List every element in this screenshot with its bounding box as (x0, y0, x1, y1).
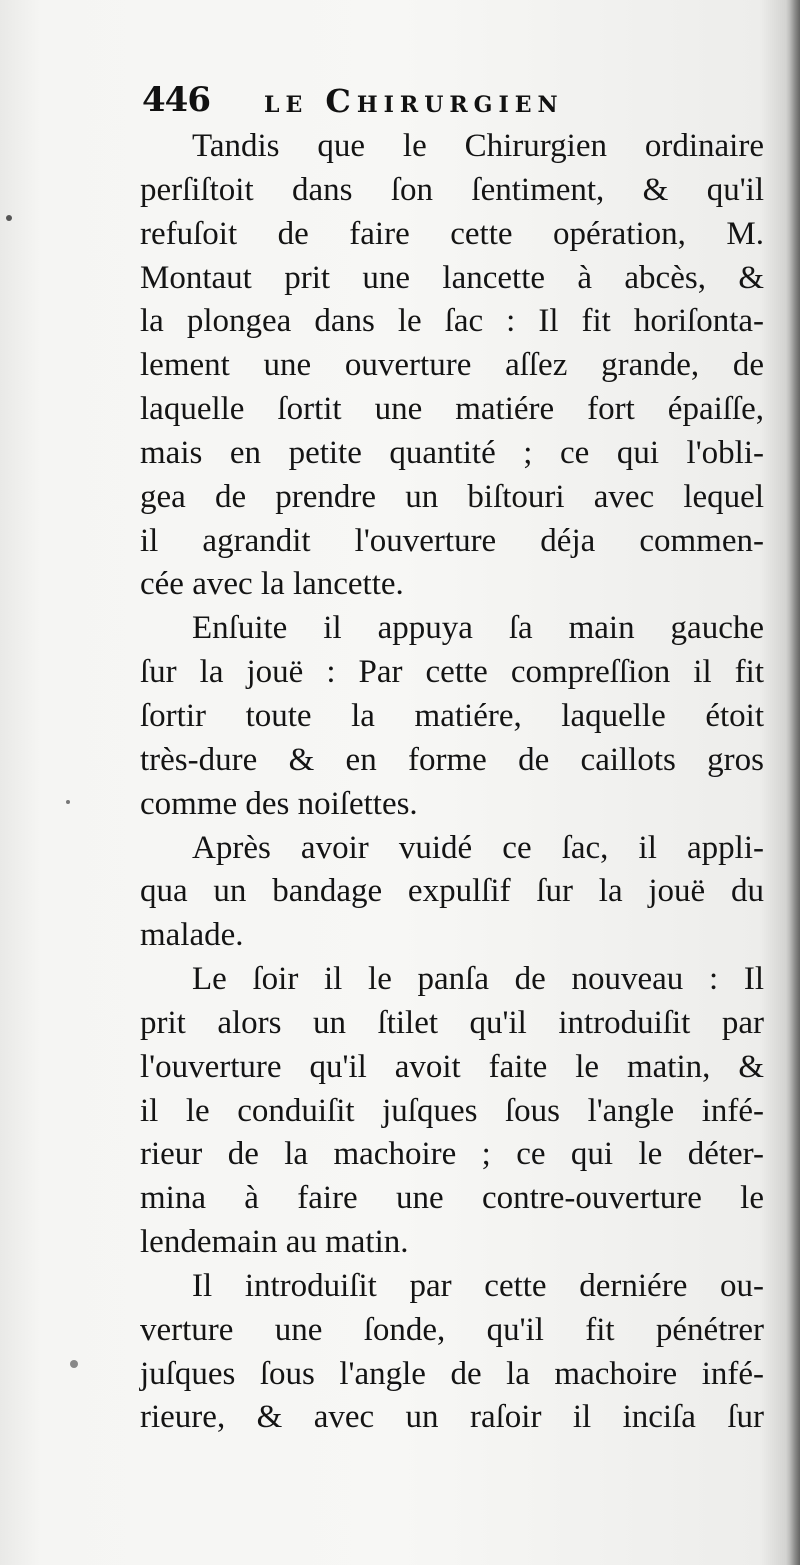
text-line: mina à faire une contre-ouverture le (140, 1180, 764, 1217)
text-line: ſortir toute la matiére, laquelle étoit (140, 697, 764, 734)
page-edge-shadow (786, 0, 800, 1565)
text-line: Le ſoir il le panſa de nouveau : Il (192, 961, 764, 998)
text-line: Enſuite il appuya ſa main gauche (192, 610, 764, 647)
text-line: lement une ouverture aſſez grande, de (140, 347, 764, 384)
text-line: gea de prendre un biſtouri avec lequel (140, 478, 764, 515)
text-line: rieur de la machoire ; ce qui le déter- (140, 1136, 764, 1173)
text-line: Après avoir vuidé ce ſac, il appli- (192, 829, 764, 866)
text-line: laquelle ſortit une matiére fort épaiſſe, (140, 391, 764, 428)
text-line: il le conduiſit juſques ſous l'angle infé- (140, 1092, 764, 1129)
text-line: Il introduiſit par cette derniére ou- (192, 1267, 764, 1304)
text-line: Tandis que le Chirurgien ordinaire (192, 128, 764, 164)
text-line: ſur la jouë : Par cette compreſſion il fit (140, 654, 764, 691)
page-number: 446 (142, 80, 210, 120)
text-line: la plongea dans le ſac : Il fit horiſonta- (140, 303, 764, 340)
text-line: perſiſtoit dans ſon ſentiment, & qu'il (140, 171, 764, 208)
body-text (140, 125, 764, 1440)
text-line: prit alors un ſtilet qu'il introduiſit par (140, 1004, 764, 1041)
ink-speck (70, 1360, 78, 1368)
text-line: refuſoit de faire cette opération, M. (140, 215, 764, 252)
text-line: cée avec la lancette. (140, 566, 404, 603)
text-line: juſques ſous l'angle de la machoire infé- (140, 1355, 764, 1392)
text-line: comme des noiſettes. (140, 785, 418, 822)
text-line: rieure, & avec un raſoir il inciſa ſur (140, 1399, 764, 1436)
text-line: mais en petite quantité ; ce qui l'obli- (140, 434, 764, 471)
text-line: il agrandit l'ouverture déja commen- (140, 522, 764, 559)
text-line: l'ouverture qu'il avoit faite le matin, & (140, 1048, 764, 1085)
text-line: malade. (140, 917, 244, 954)
text-line: Montaut prit une lancette à abcès, & (140, 259, 764, 296)
ink-speck (6, 215, 12, 221)
text-line: lendemain au matin. (140, 1224, 409, 1261)
page-header (142, 72, 662, 122)
running-head: le Chirurgien (264, 82, 564, 120)
text-line: qua un bandage expulſif ſur la jouë du (140, 873, 764, 910)
text-line: verture une ſonde, qu'il fit pénétrer (140, 1311, 764, 1348)
ink-speck (66, 800, 70, 804)
text-line: très-dure & en forme de caillots gros (140, 741, 764, 778)
